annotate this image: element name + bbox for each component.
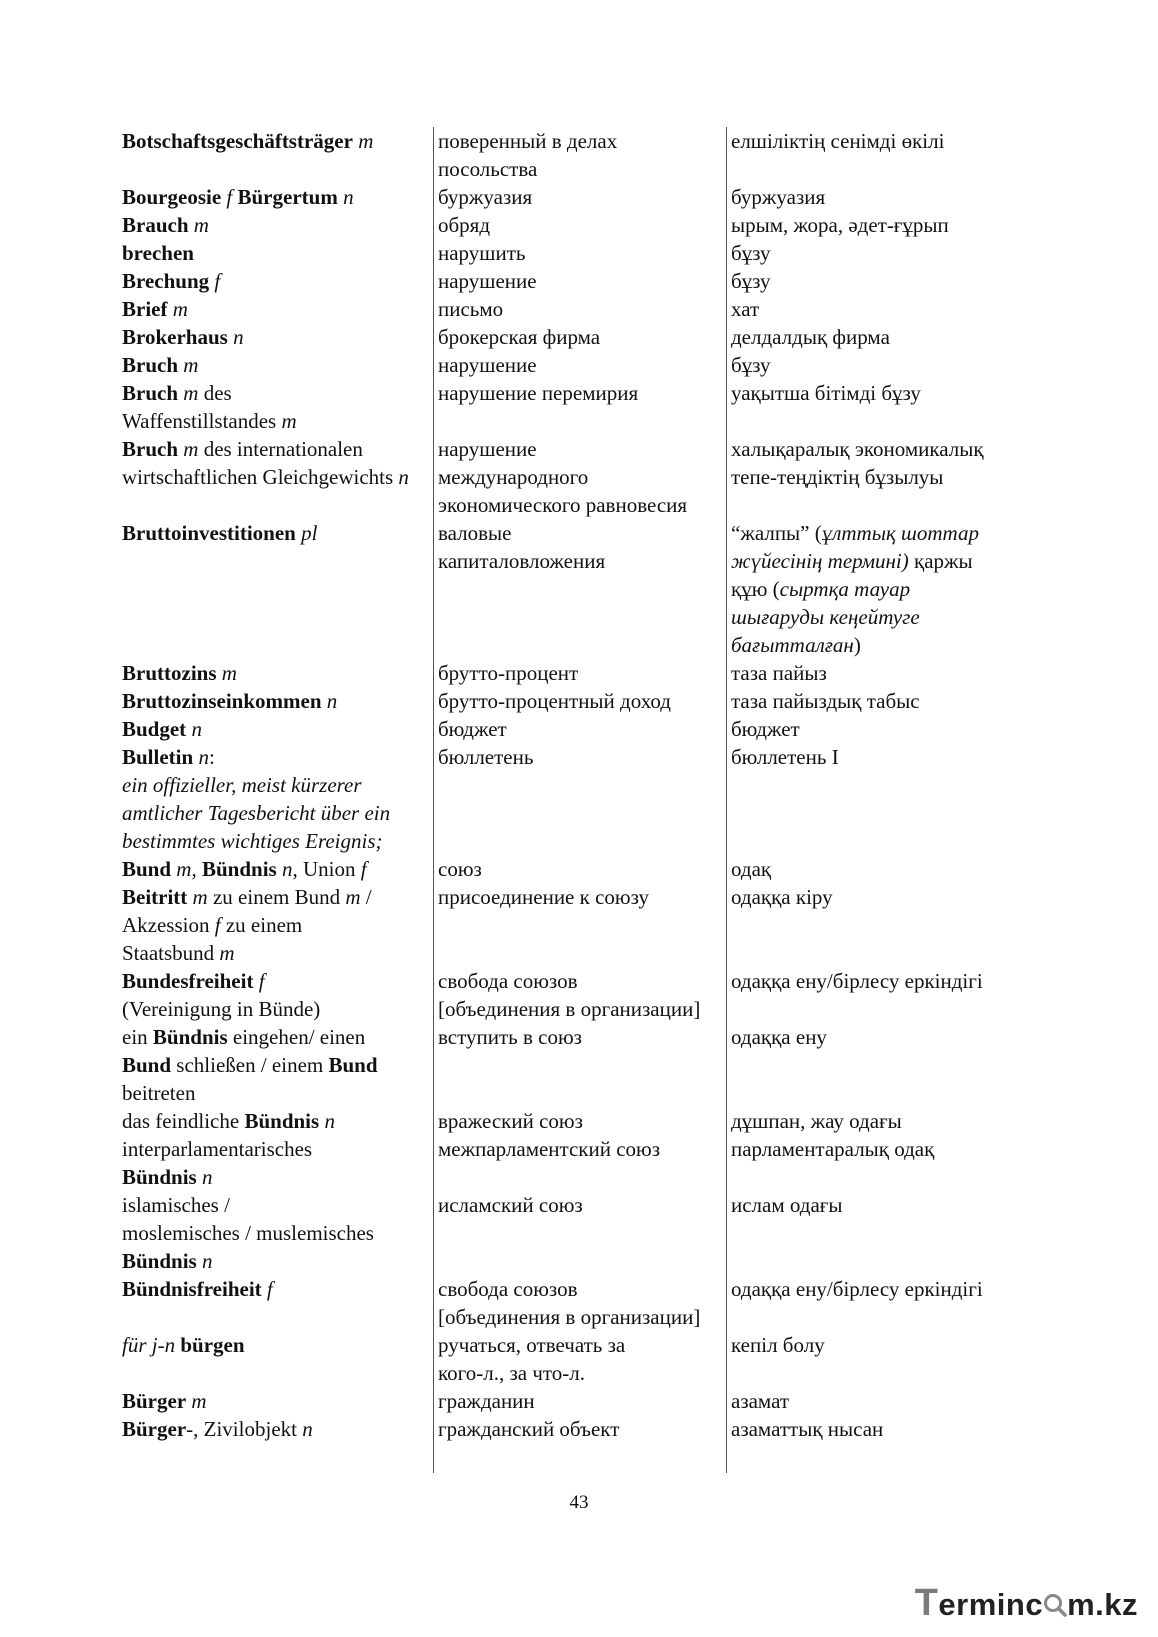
term-run: Bürger bbox=[122, 1389, 187, 1413]
term-run: брокерская фирма bbox=[438, 325, 601, 349]
term-run: бюллетень bbox=[438, 745, 534, 769]
logo-text: erminc bbox=[938, 1587, 1044, 1622]
term-run: азаматтық нысан bbox=[731, 1417, 884, 1441]
russian-translation bbox=[434, 1415, 727, 1473]
kazakh-translation bbox=[727, 1107, 1022, 1135]
term-run: m bbox=[183, 437, 199, 461]
german-term bbox=[122, 323, 434, 351]
term-run: союз bbox=[438, 857, 482, 881]
russian-translation bbox=[434, 1191, 727, 1275]
term-run: amtlicher Tagesbericht über ein bbox=[122, 801, 391, 825]
term-run: Bruttoinvestitionen bbox=[122, 521, 296, 545]
term-run: zu einem bbox=[220, 913, 303, 937]
term-run: Bund bbox=[122, 857, 172, 881]
term-run: нарушение bbox=[438, 353, 537, 377]
term-run: m bbox=[191, 1389, 207, 1413]
term-run: ырым, жора, әдет-ғұрып bbox=[731, 213, 949, 237]
term-run: уақытша бітімді бұзу bbox=[731, 381, 921, 405]
term-run: ) bbox=[853, 633, 861, 657]
term-run: islamisches / bbox=[122, 1193, 230, 1217]
glossary-row bbox=[122, 295, 1021, 323]
term-run: свобода союзов bbox=[438, 1277, 578, 1301]
term-run: международного bbox=[438, 465, 589, 489]
term-run: m bbox=[183, 353, 199, 377]
term-run: bürgen bbox=[180, 1333, 245, 1357]
kazakh-translation bbox=[727, 323, 1022, 351]
term-run: свобода союзов bbox=[438, 969, 578, 993]
german-term bbox=[122, 855, 434, 883]
term-run: бұзу bbox=[731, 241, 771, 265]
term-run: нарушить bbox=[438, 241, 526, 265]
term-run: Botschaftsgeschäftsträger bbox=[122, 129, 353, 153]
kazakh-translation bbox=[727, 1387, 1022, 1415]
term-run: interparlamentarisches bbox=[122, 1137, 313, 1161]
term-run: кепіл болу bbox=[731, 1333, 825, 1357]
term-run: капиталовложения bbox=[438, 549, 606, 573]
term-run: Brechung bbox=[122, 269, 210, 293]
term-run: ислам одағы bbox=[731, 1193, 843, 1217]
german-term bbox=[122, 435, 434, 519]
term-run: вступить в союз bbox=[438, 1025, 582, 1049]
kazakh-translation bbox=[727, 295, 1022, 323]
russian-translation bbox=[434, 855, 727, 883]
term-run: Bruch bbox=[122, 437, 179, 461]
russian-translation bbox=[434, 379, 727, 435]
term-run: Bürger bbox=[122, 1417, 187, 1441]
term-run: письмо bbox=[438, 297, 504, 321]
term-run: Beitritt bbox=[122, 885, 188, 909]
page-number: 43 bbox=[569, 1492, 589, 1513]
term-run: Bündnis bbox=[152, 1025, 228, 1049]
term-run: f bbox=[266, 1277, 273, 1301]
kazakh-translation bbox=[727, 211, 1022, 239]
german-term bbox=[122, 659, 434, 687]
kazakh-translation bbox=[727, 967, 1022, 1023]
term-run: brechen bbox=[122, 241, 194, 265]
german-term bbox=[122, 211, 434, 239]
term-run: кого-л., за что-л. bbox=[438, 1361, 585, 1385]
term-run: Budget bbox=[122, 717, 187, 741]
german-term bbox=[122, 295, 434, 323]
glossary-row bbox=[122, 715, 1021, 743]
german-term bbox=[122, 1023, 434, 1107]
russian-translation bbox=[434, 1331, 727, 1387]
term-run: одаққа ену/бірлесу еркіндігі bbox=[731, 969, 983, 993]
glossary-row bbox=[122, 1275, 1021, 1331]
term-run: посольства bbox=[438, 157, 538, 181]
term-run: нарушение bbox=[438, 269, 537, 293]
term-run: нарушение перемирия bbox=[438, 381, 639, 405]
term-run: парламентаралық одақ bbox=[731, 1137, 935, 1161]
russian-translation bbox=[434, 435, 727, 519]
term-run: m, bbox=[176, 857, 197, 881]
kazakh-translation bbox=[727, 659, 1022, 687]
german-term bbox=[122, 379, 434, 435]
kazakh-translation bbox=[727, 715, 1022, 743]
term-run: n bbox=[191, 717, 202, 741]
logo-letter: T bbox=[914, 1582, 939, 1624]
term-run: исламский союз bbox=[438, 1193, 583, 1217]
term-run: құю ( bbox=[731, 577, 780, 601]
term-run: schließen / einem bbox=[171, 1053, 329, 1077]
term-run: n bbox=[201, 1249, 213, 1273]
glossary-row bbox=[122, 883, 1021, 967]
term-run: Bruch bbox=[122, 353, 179, 377]
term-run: одаққа кіру bbox=[731, 885, 833, 909]
term-run: Staatsbund bbox=[122, 941, 220, 965]
term-run: n bbox=[343, 185, 354, 209]
kazakh-translation bbox=[727, 183, 1022, 211]
term-run: m bbox=[219, 941, 235, 965]
term-run: таза пайыздық табыс bbox=[731, 689, 920, 713]
term-run: [объединения в организации] bbox=[438, 1305, 701, 1329]
magnifier-o-icon bbox=[1043, 1592, 1067, 1618]
russian-translation bbox=[434, 715, 727, 743]
term-run: (Vereinigung in Bünde) bbox=[122, 997, 321, 1021]
german-term bbox=[122, 715, 434, 743]
term-run: нарушение bbox=[438, 437, 537, 461]
term-run: für j-n bbox=[122, 1333, 176, 1357]
german-term bbox=[122, 1387, 434, 1415]
term-run: n bbox=[398, 465, 409, 489]
russian-translation bbox=[434, 127, 727, 183]
term-run: Brauch bbox=[122, 213, 189, 237]
term-run: f bbox=[226, 185, 233, 209]
glossary-table bbox=[122, 127, 1021, 1473]
term-run: делдалдық фирма bbox=[731, 325, 890, 349]
term-run: / bbox=[360, 885, 372, 909]
german-term bbox=[122, 127, 434, 183]
russian-translation bbox=[434, 1275, 727, 1331]
term-run: поверенный в делах bbox=[438, 129, 618, 153]
term-run: m bbox=[183, 381, 199, 405]
term-run: Bruttozins bbox=[122, 661, 217, 685]
russian-translation bbox=[434, 267, 727, 295]
term-run: Bruttozinseinkommen bbox=[122, 689, 322, 713]
term-run: beitreten bbox=[122, 1081, 196, 1105]
term-run: Brokerhaus bbox=[122, 325, 228, 349]
glossary-row bbox=[122, 267, 1021, 295]
kazakh-translation bbox=[727, 883, 1022, 967]
term-run: n bbox=[198, 745, 209, 769]
term-run: елшіліктің сенімді өкілі bbox=[731, 129, 945, 153]
term-run: бағытталған bbox=[731, 633, 854, 657]
glossary-row bbox=[122, 1415, 1021, 1473]
term-run: вражеский союз bbox=[438, 1109, 583, 1133]
term-run: m bbox=[281, 409, 297, 433]
term-run: f bbox=[214, 913, 221, 937]
german-term bbox=[122, 1107, 434, 1135]
glossary-row bbox=[122, 239, 1021, 267]
term-run: Bund bbox=[122, 1053, 172, 1077]
logo-domain: m.kz bbox=[1067, 1587, 1138, 1622]
term-run: қаржы bbox=[908, 549, 973, 573]
glossary-row bbox=[122, 211, 1021, 239]
glossary-row bbox=[122, 855, 1021, 883]
term-run: бұзу bbox=[731, 269, 771, 293]
russian-translation bbox=[434, 659, 727, 687]
german-term bbox=[122, 351, 434, 379]
term-run: жүйесінің термині) bbox=[731, 549, 909, 573]
term-run: pl bbox=[301, 521, 318, 545]
term-run: n bbox=[201, 1165, 213, 1189]
term-run: : bbox=[208, 745, 215, 769]
term-run: “жалпы” ( bbox=[731, 521, 822, 545]
glossary-row bbox=[122, 127, 1021, 183]
term-run: сыртқа тауар bbox=[779, 577, 911, 601]
term-run: халықаралық экономикалық bbox=[731, 437, 984, 461]
term-run: азамат bbox=[731, 1389, 790, 1413]
term-run: m bbox=[221, 661, 237, 685]
term-run: тепе-теңдіктің бұзылуы bbox=[731, 465, 944, 489]
german-term bbox=[122, 967, 434, 1023]
term-run: m bbox=[358, 129, 374, 153]
term-run: Bruch bbox=[122, 381, 179, 405]
term-run: Bündnis bbox=[201, 857, 277, 881]
term-run: Bürgertum bbox=[237, 185, 338, 209]
russian-translation bbox=[434, 967, 727, 1023]
term-run: Bulletin bbox=[122, 745, 194, 769]
term-run: moslemisches / muslemisches bbox=[122, 1221, 374, 1245]
russian-translation bbox=[434, 239, 727, 267]
term-run: одақ bbox=[731, 857, 772, 881]
glossary-row bbox=[122, 519, 1021, 659]
glossary-row bbox=[122, 1191, 1021, 1275]
glossary-row bbox=[122, 687, 1021, 715]
term-run: гражданин bbox=[438, 1389, 535, 1413]
term-run: n bbox=[233, 325, 244, 349]
term-run: Brief bbox=[122, 297, 168, 321]
glossary-row bbox=[122, 1387, 1021, 1415]
term-run: дұшпан, жау одағы bbox=[731, 1109, 902, 1133]
term-run: Bundesfreiheit bbox=[122, 969, 254, 993]
term-run: wirtschaftlichen Gleichgewichts bbox=[122, 465, 399, 489]
russian-translation bbox=[434, 687, 727, 715]
kazakh-translation bbox=[727, 855, 1022, 883]
kazakh-translation bbox=[727, 267, 1022, 295]
german-term bbox=[122, 687, 434, 715]
russian-translation bbox=[434, 1135, 727, 1191]
german-term bbox=[122, 883, 434, 967]
german-term bbox=[122, 183, 434, 211]
german-term bbox=[122, 1331, 434, 1387]
term-run: [объединения в организации] bbox=[438, 997, 701, 1021]
term-run: ручаться, отвечать за bbox=[438, 1333, 626, 1357]
glossary-row bbox=[122, 183, 1021, 211]
russian-translation bbox=[434, 883, 727, 967]
term-run: присоединение к союзу bbox=[438, 885, 649, 909]
term-run: шығаруды кеңейтуге bbox=[731, 605, 920, 629]
german-term bbox=[122, 1135, 434, 1191]
glossary-row bbox=[122, 1107, 1021, 1135]
russian-translation bbox=[434, 351, 727, 379]
german-term bbox=[122, 1275, 434, 1331]
russian-translation bbox=[434, 323, 727, 351]
term-run: -, Zivilobjekt bbox=[186, 1417, 303, 1441]
term-run: des internationalen bbox=[198, 437, 363, 461]
term-run: , Union bbox=[292, 857, 361, 881]
kazakh-translation bbox=[727, 1275, 1022, 1331]
term-run: n bbox=[324, 1109, 335, 1133]
german-term bbox=[122, 1191, 434, 1275]
term-run: m bbox=[345, 885, 361, 909]
russian-translation bbox=[434, 743, 727, 855]
term-run: ein offizieller, meist kürzerer bbox=[122, 773, 362, 797]
kazakh-translation bbox=[727, 379, 1022, 435]
term-run: f bbox=[360, 857, 367, 881]
term-run: валовые bbox=[438, 521, 512, 545]
russian-translation bbox=[434, 183, 727, 211]
kazakh-translation bbox=[727, 743, 1022, 855]
kazakh-translation bbox=[727, 1331, 1022, 1387]
kazakh-translation bbox=[727, 127, 1022, 183]
term-run: гражданский объект bbox=[438, 1417, 620, 1441]
german-term bbox=[122, 1415, 434, 1473]
german-term bbox=[122, 519, 434, 659]
term-run: Bündnisfreiheit bbox=[122, 1277, 262, 1301]
term-run: n bbox=[326, 689, 338, 713]
kazakh-translation bbox=[727, 239, 1022, 267]
term-run: des bbox=[198, 381, 232, 405]
kazakh-translation bbox=[727, 687, 1022, 715]
term-run: межпарламентский союз bbox=[438, 1137, 661, 1161]
term-run: брутто-процент bbox=[438, 661, 579, 685]
term-run: n bbox=[281, 857, 293, 881]
glossary-body bbox=[122, 127, 1021, 1473]
kazakh-translation bbox=[727, 1191, 1022, 1275]
term-run: ұлттық шоттар bbox=[821, 521, 979, 545]
glossary-row bbox=[122, 435, 1021, 519]
russian-translation bbox=[434, 295, 727, 323]
term-run: m bbox=[192, 885, 208, 909]
kazakh-translation bbox=[727, 1135, 1022, 1191]
term-run: Waffenstillstandes bbox=[122, 409, 282, 433]
term-run: zu einem Bund bbox=[207, 885, 346, 909]
term-run: m bbox=[172, 297, 188, 321]
glossary-row bbox=[122, 323, 1021, 351]
term-run: Bund bbox=[328, 1053, 378, 1077]
term-run: экономического равновесия bbox=[438, 493, 688, 517]
kazakh-translation bbox=[727, 1415, 1022, 1473]
term-run: ein bbox=[122, 1025, 153, 1049]
term-run: Bündnis bbox=[122, 1249, 197, 1273]
term-run: Bourgeosie bbox=[122, 185, 222, 209]
term-run: m bbox=[193, 213, 209, 237]
term-run: одаққа ену bbox=[731, 1025, 827, 1049]
term-run: бюллетень I bbox=[731, 745, 839, 769]
term-run: Bündnis bbox=[122, 1165, 197, 1189]
term-run: eingehen/ einen bbox=[227, 1025, 366, 1049]
term-run: буржуазия bbox=[731, 185, 826, 209]
german-term bbox=[122, 267, 434, 295]
kazakh-translation bbox=[727, 435, 1022, 519]
term-run: n bbox=[302, 1417, 313, 1441]
term-run: таза пайыз bbox=[731, 661, 827, 685]
term-run: буржуазия bbox=[438, 185, 533, 209]
term-run: хат bbox=[731, 297, 760, 321]
glossary-row bbox=[122, 659, 1021, 687]
kazakh-translation bbox=[727, 351, 1022, 379]
term-run: Bündnis bbox=[244, 1109, 320, 1133]
term-run: бюджет bbox=[731, 717, 800, 741]
term-run: das feindliche bbox=[122, 1109, 245, 1133]
russian-translation bbox=[434, 1107, 727, 1135]
glossary-row bbox=[122, 967, 1021, 1023]
glossary-row bbox=[122, 351, 1021, 379]
german-term bbox=[122, 743, 434, 855]
term-run: бұзу bbox=[731, 353, 771, 377]
russian-translation bbox=[434, 211, 727, 239]
termincom-logo[interactable] bbox=[915, 1583, 1138, 1625]
kazakh-translation bbox=[727, 1023, 1022, 1107]
glossary-row bbox=[122, 1135, 1021, 1191]
term-run: bestimmtes wichtiges Ereignis; bbox=[122, 829, 383, 853]
term-run: обряд bbox=[438, 213, 491, 237]
kazakh-translation bbox=[727, 519, 1022, 659]
term-run: одаққа ену/бірлесу еркіндігі bbox=[731, 1277, 983, 1301]
russian-translation bbox=[434, 519, 727, 659]
glossary-row bbox=[122, 1023, 1021, 1107]
glossary-row bbox=[122, 379, 1021, 435]
russian-translation bbox=[434, 1023, 727, 1107]
glossary-row bbox=[122, 743, 1021, 855]
russian-translation bbox=[434, 1387, 727, 1415]
term-run: f bbox=[214, 269, 221, 293]
glossary-row bbox=[122, 1331, 1021, 1387]
german-term bbox=[122, 239, 434, 267]
term-run: Akzession bbox=[122, 913, 215, 937]
term-run: f bbox=[258, 969, 265, 993]
term-run: бюджет bbox=[438, 717, 507, 741]
term-run: брутто-процентный доход bbox=[438, 689, 671, 713]
